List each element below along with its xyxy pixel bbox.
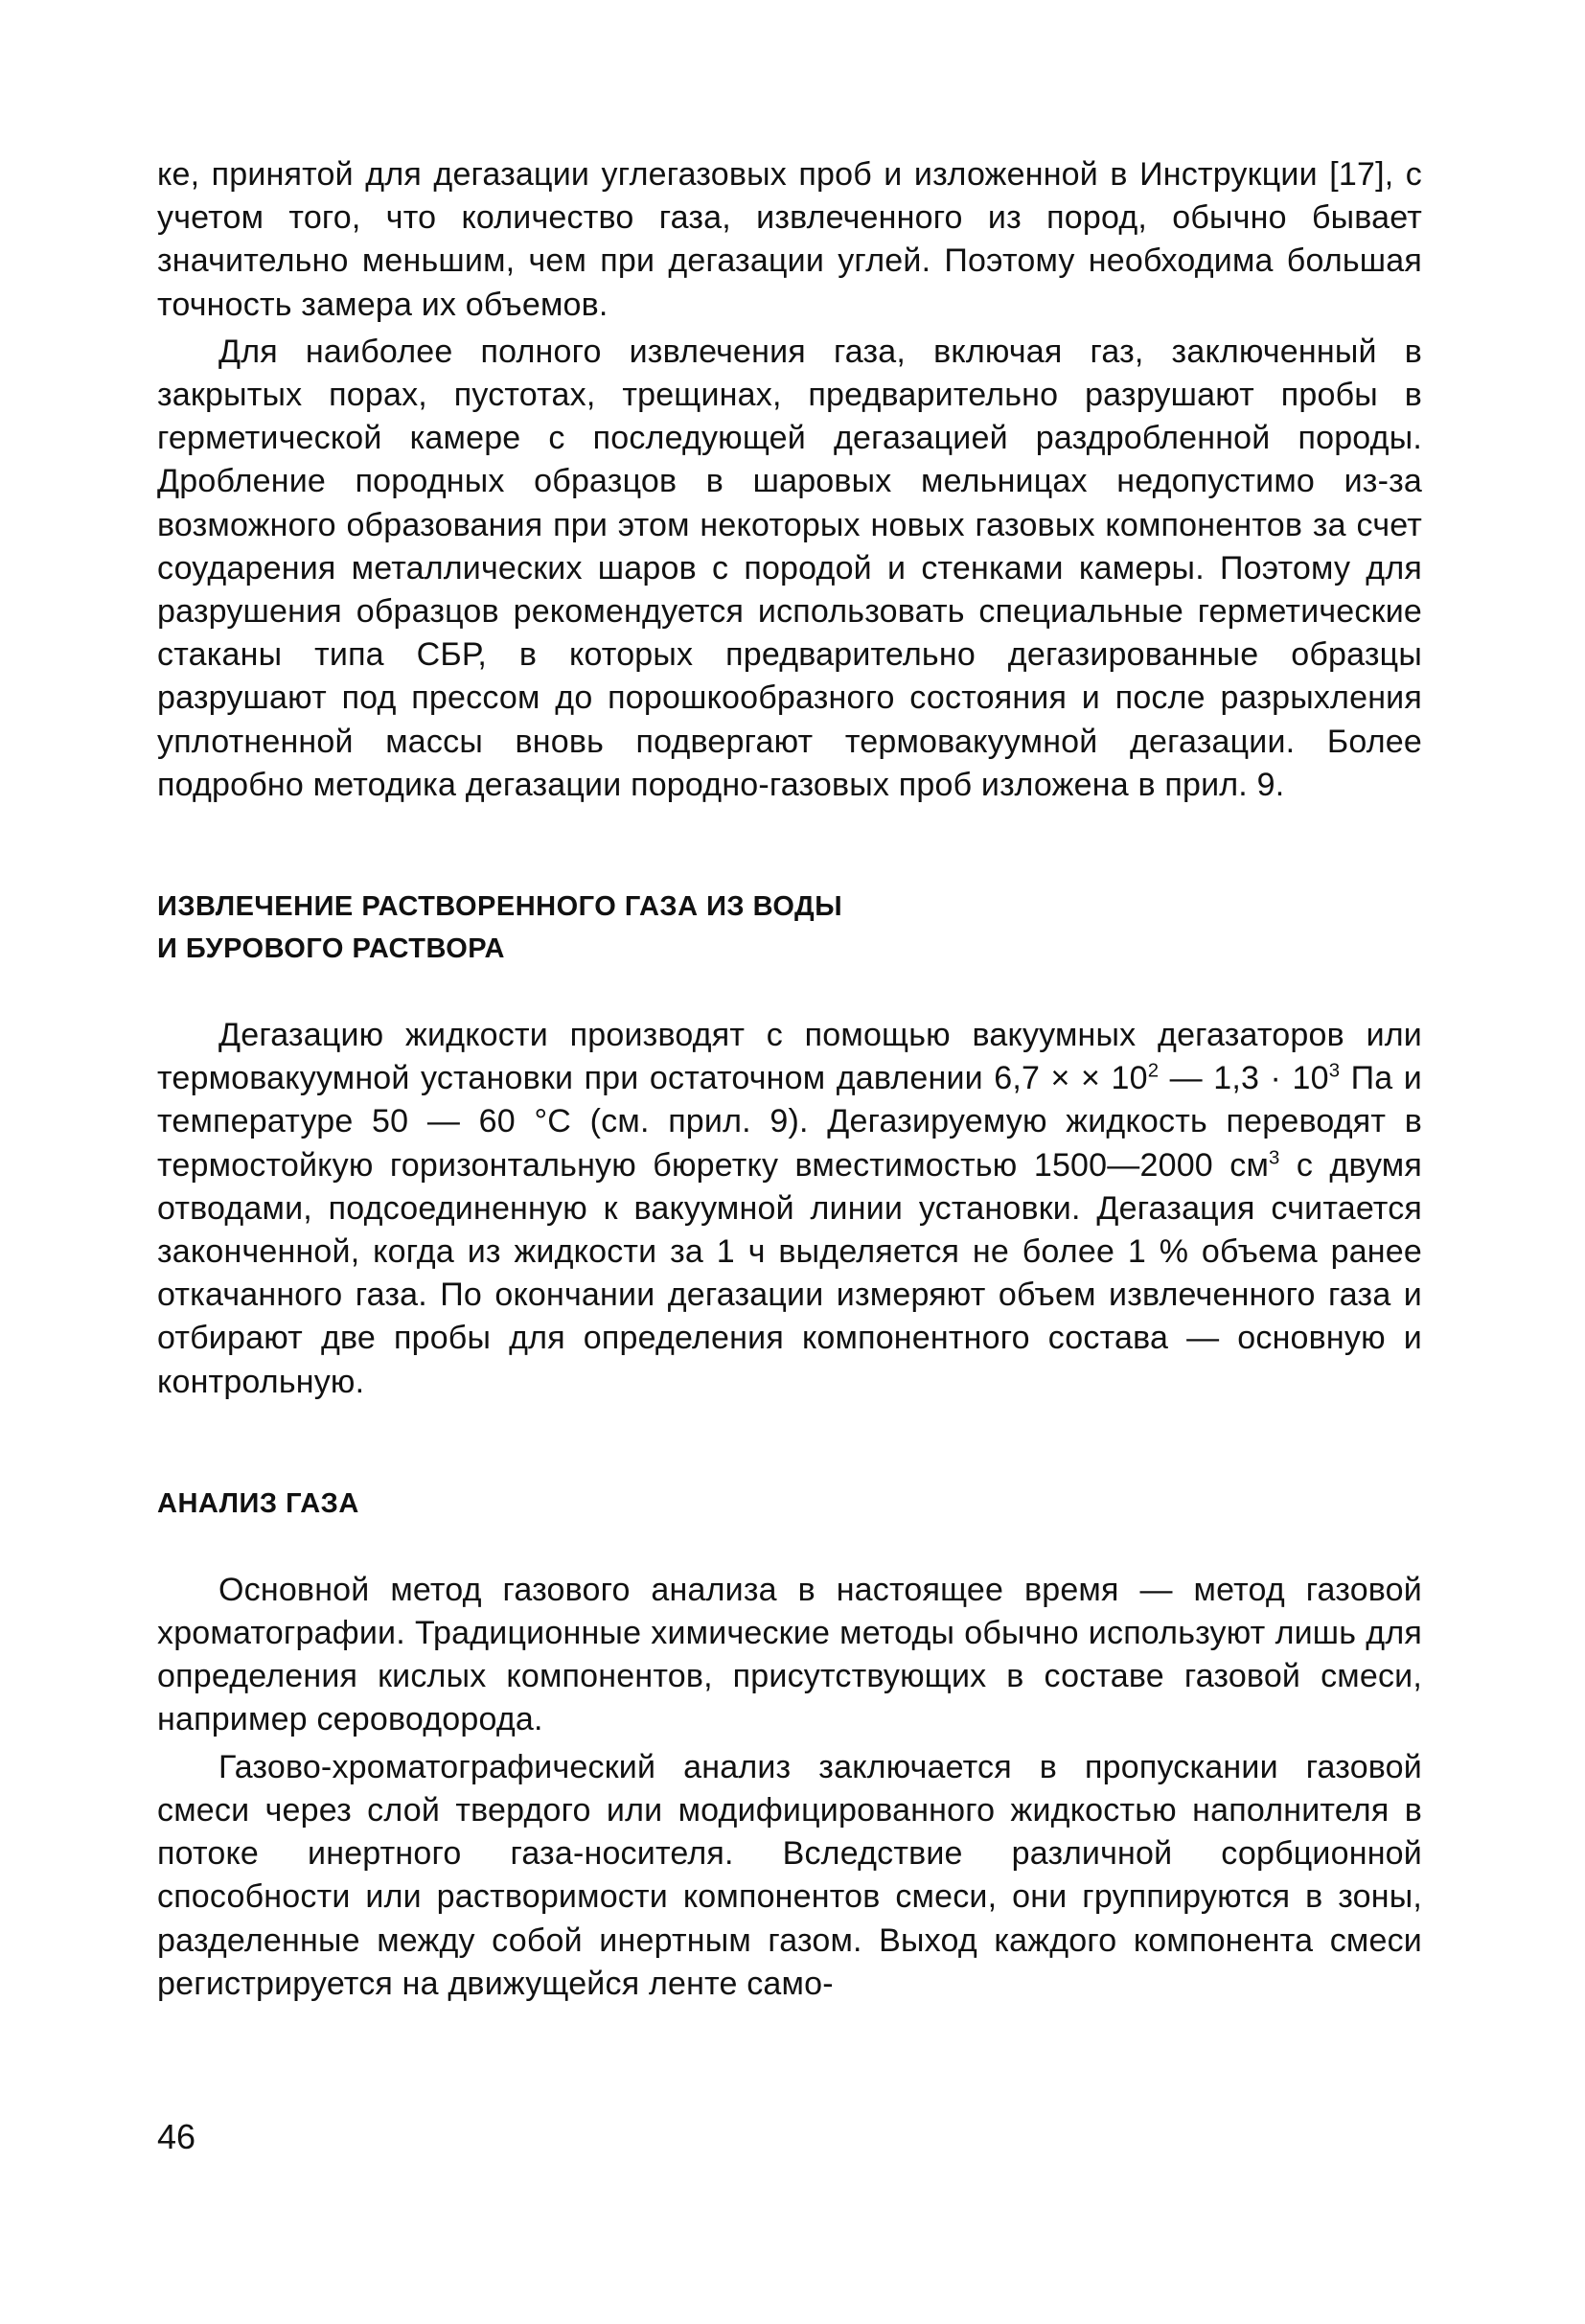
paragraph-gas-chromatography: Основной метод газового анализа в настоящее время — метод газовой хроматографии. Традиционные химические методы обычно используют лишь для определения кислых компонентов, присутствующих в составе газовой смеси, например сероводорода.	[157, 1571, 1422, 1738]
page-body	[157, 153, 1422, 2006]
section-heading-line-1: ИЗВЛЕЧЕНИЕ РАСТВОРЕННОГО ГАЗА ИЗ ВОДЫ	[157, 891, 843, 923]
section-heading-line-2: И БУРОВОГО РАСТВОРА	[157, 933, 505, 965]
paragraph-text-part: — 1,3 · 10	[1159, 1060, 1329, 1097]
paragraph-chromatographic-analysis: Газово-хроматографический анализ заключается в пропускании газовой смеси через слой твердого или модифицированного жидкостью наполнителя в потоке инертного газа-носителя. Вследствие различной сорбционной способности или растворимости компонентов смеси, они группируются в зоны, разделенные между собой инертным газом. Выход каждого компонента смеси регистрируется на движущейся ленте само-	[157, 1748, 1422, 2002]
superscript: 3	[1328, 1060, 1341, 1082]
paragraph-text-part: с двумя отводами, подсоединенную к вакуумной линии установки. Дегазация считается законченной, когда из жидкости за 1 ч выделяется не более 1 % объема ранее откачанного газа. По окончании дегазации измеряют объем извлеченного газа и отбирают две пробы для определения компонентного состава — основную и контрольную.	[157, 1146, 1422, 1400]
paragraph-gas-extraction: Для наиболее полного извлечения газа, включая газ, заключенный в закрытых порах, пустотах, трещинах, предварительно разрушают пробы в герметической камере с последующей дегазацией раздробленной породы. Дробление породных образцов в шаровых мельницах недопустимо из-за возможного образования при этом некоторых новых газовых компонентов за счет соударения металлических шаров с породой и стенками камеры. Поэтому для разрушения образцов рекомендуется использовать специальные герметические стаканы типа СБР, в которых предварительно дегазированные образцы разрушают под прессом до порошкообразного состояния и после разрыхления уплотненной массы вновь подвергают термовакуумной дегазации. Более подробно методика дегазации породно-газовых проб изложена в прил. 9.	[157, 333, 1422, 803]
superscript: 2	[1147, 1060, 1160, 1082]
paragraph-text-part: Па и температуре 50 — 60 °С (см. прил. 9). Дегазируемую жидкость переводят в термостойкую горизонтальную бюретку вместимостью 1500—2000 см	[157, 1060, 1422, 1184]
superscript: 3	[1269, 1147, 1280, 1169]
paragraph-continuation: ке, принятой для дегазации углегазовых проб и изложенной в Инструкции [17], с учетом того, что количество газа, извлеченного из пород, обычно бывает значительно меньшим, чем при дегазации углей. Поэтому необходима большая точность замера их объемов.	[157, 156, 1422, 323]
paragraph-text-part: Дегазацию жидкости производят с помощью вакуумных дегазаторов или термовакуумной установки при остаточном давлении 6,7 × × 10	[157, 1017, 1422, 1097]
section-heading-dissolved-gas	[157, 886, 1422, 970]
section-heading-gas-analysis: АНАЛИЗ ГАЗА	[157, 1487, 359, 1519]
page-number: 46	[157, 2117, 196, 2156]
paragraph-liquid-degassing	[157, 1014, 1422, 1404]
